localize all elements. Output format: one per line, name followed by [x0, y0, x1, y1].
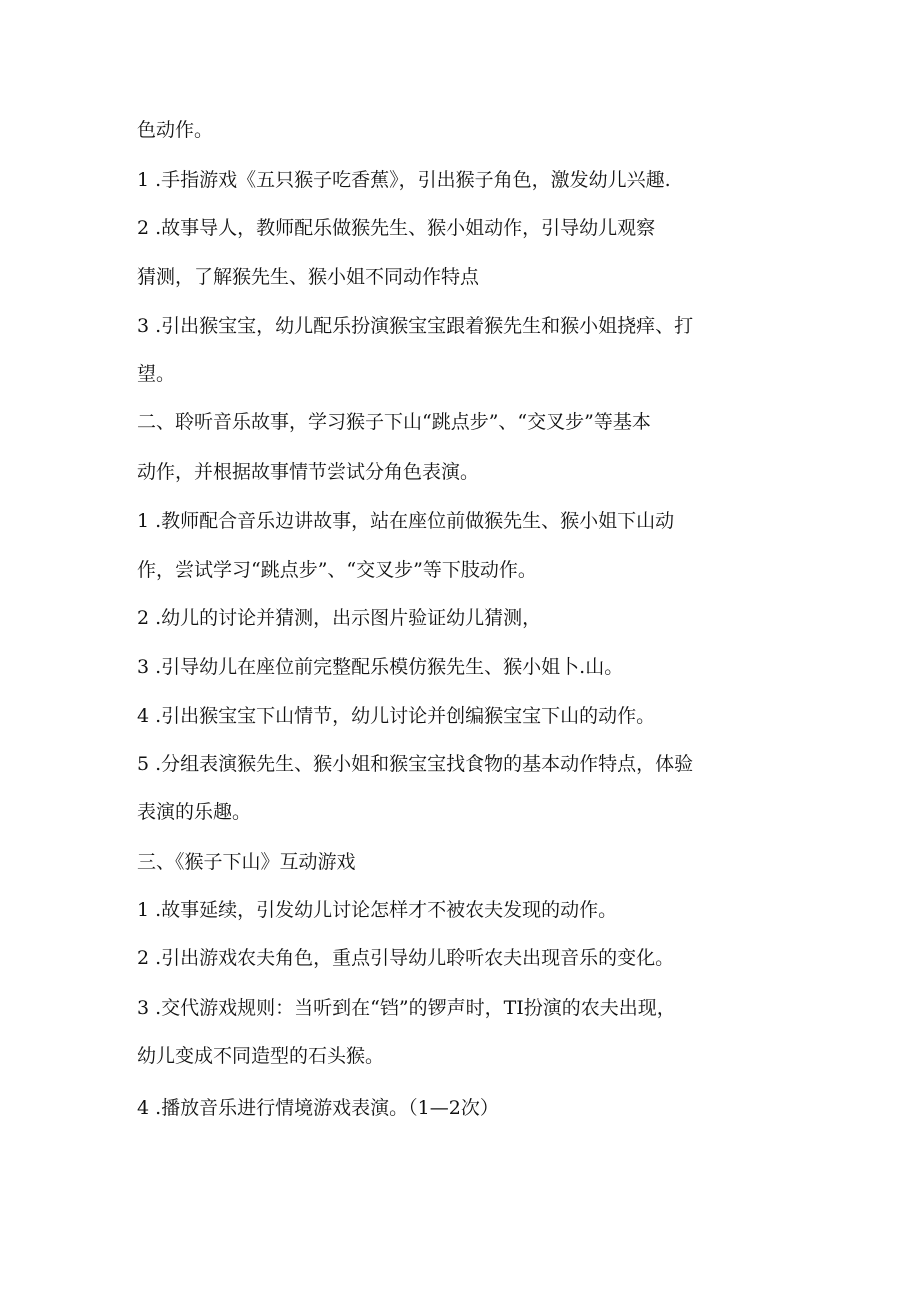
text-line-17: 1 .故事延续，引发幼儿讨论怎样才不被农夫发现的动作。 [137, 899, 618, 921]
text-line-18: 2 .引出游戏农夫角色，重点引导幼儿聆听农夫出现音乐的变化。 [137, 947, 675, 969]
text-line-19: 3 .交代游戏规则：当听到在“铛”的锣声时，TI扮演的农夫出现， [137, 997, 676, 1019]
section-heading-3: 三、《猴子下山》互动游戏 [137, 851, 356, 873]
text-line-10: 作，尝试学习“跳点步”、“交叉步”等下肢动作。 [137, 559, 537, 581]
text-line-9: 1 .教师配合音乐边讲故事，站在座位前做猴先生、猴小姐下山动 [137, 510, 675, 532]
text-line-12: 3 .引导幼儿在座位前完整配乐模仿猴先生、猴小姐卜.山。 [137, 656, 624, 678]
text-line-15: 表演的乐趣。 [137, 801, 252, 823]
text-line-3: 2 .故事导人，教师配乐做猴先生、猴小姐动作，引导幼儿观察 [137, 217, 656, 239]
text-line-4: 猜测，了解猴先生、猴小姐不同动作特点 [137, 266, 480, 288]
text-line-2: 1 .手指游戏《五只猴子吃香蕉》，引出猴子角色，激发幼儿兴趣. [137, 169, 671, 191]
text-line-5: 3 .引出猴宝宝，幼儿配乐扮演猴宝宝跟着猴先生和猴小姐挠痒、打 [137, 315, 694, 337]
text-line-21: 4 .播放音乐进行情境游戏表演。（1—2次） [137, 1097, 499, 1119]
text-line-14: 5 .分组表演猴先生、猴小姐和猴宝宝找食物的基本动作特点，体验 [137, 753, 694, 775]
text-line-6: 望。 [137, 363, 176, 385]
text-line-8: 动作，并根据故事情节尝试分角色表演。 [137, 461, 480, 483]
text-line-1: 色动作。 [137, 119, 214, 141]
section-heading-2: 二、聆听音乐故事，学习猴子下山“跳点步”、“交叉步”等基本 [137, 411, 651, 433]
text-line-20: 幼儿变成不同造型的石头猴。 [137, 1045, 385, 1067]
text-line-13: 4 .引出猴宝宝下山情节，幼儿讨论并创编猴宝宝下山的动作。 [137, 705, 656, 727]
text-line-11: 2 .幼儿的讨论并猜测，出示图片验证幼儿猜测， [137, 607, 542, 629]
